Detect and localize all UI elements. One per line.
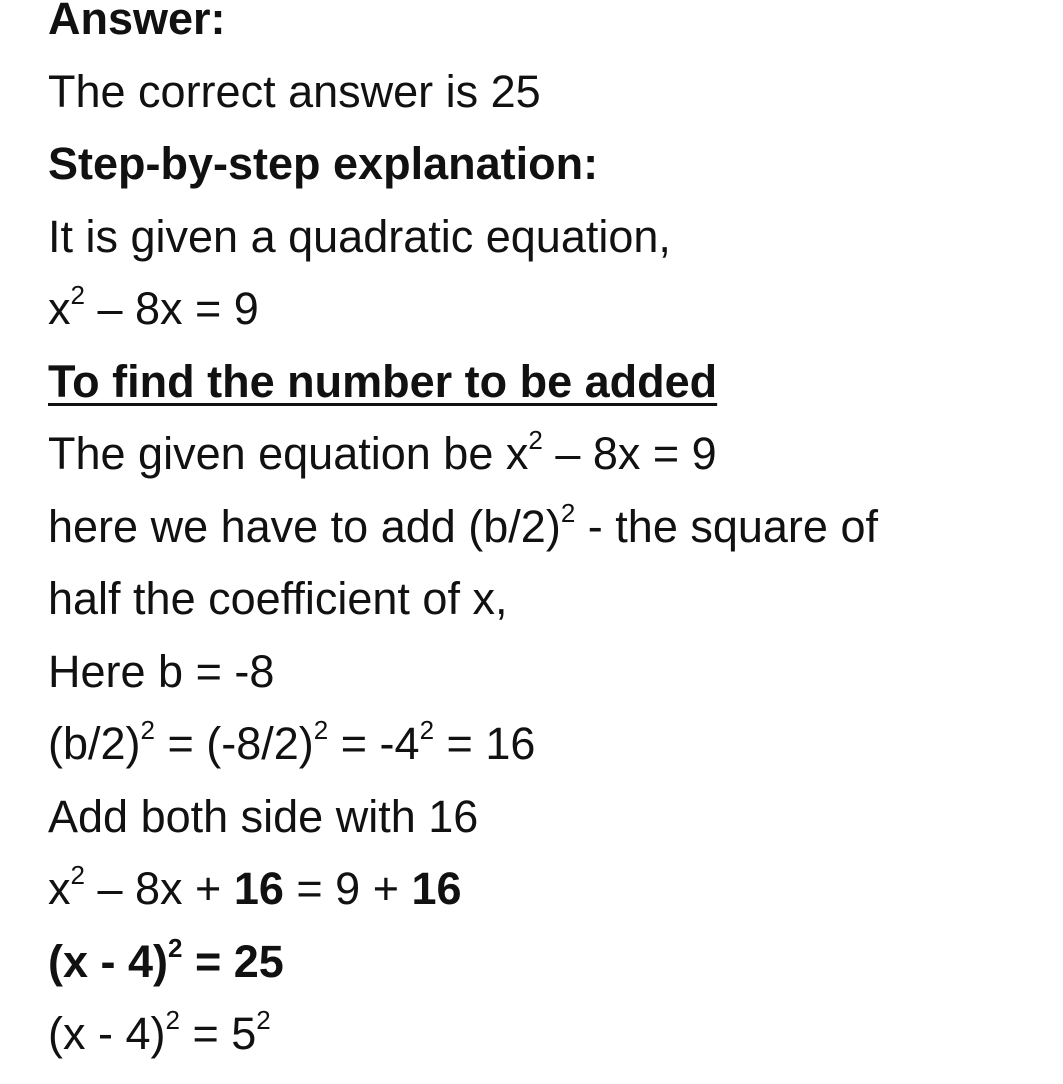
calc-d: = 16 bbox=[434, 718, 536, 769]
eq4-base: (x - 4) bbox=[48, 1008, 166, 1059]
rule-rest: - the square of bbox=[575, 500, 878, 552]
eq2-base: x bbox=[48, 863, 71, 914]
eq1-rest: – 8x = 9 bbox=[84, 283, 259, 334]
calc-exp-3: 2 bbox=[419, 715, 435, 745]
equation-1 bbox=[48, 280, 1063, 359]
eq1-exponent: 2 bbox=[70, 280, 85, 310]
rule-pre: here we have to add (b/2) bbox=[48, 500, 561, 552]
add-both-text: Add both side with 16 bbox=[48, 790, 479, 842]
eq1-base: x bbox=[48, 283, 71, 334]
calc-exp-1: 2 bbox=[140, 715, 155, 745]
given-pre: The given equation be x bbox=[48, 428, 529, 479]
eq2-mid: – 8x + bbox=[84, 863, 234, 914]
answer-document bbox=[48, 0, 1063, 1084]
given-equation bbox=[48, 425, 1063, 504]
calc-c: = -4 bbox=[328, 718, 420, 769]
eq2-bold-2: 16 bbox=[411, 863, 462, 914]
section-heading-text: To find the number to be added bbox=[48, 355, 718, 407]
eq2-bold-1: 16 bbox=[233, 863, 284, 914]
calc-a: (b/2) bbox=[48, 718, 141, 769]
eq4-exponent-2: 2 bbox=[256, 1005, 271, 1035]
equation-2 bbox=[48, 860, 1063, 939]
intro-text: It is given a quadratic equation, bbox=[48, 210, 671, 262]
eq4-exponent: 2 bbox=[165, 1005, 180, 1035]
eq3-rest: = 25 bbox=[182, 935, 284, 987]
explanation-heading: Step-by-step explanation: bbox=[48, 138, 599, 189]
given-exponent: 2 bbox=[528, 425, 543, 455]
rule-text bbox=[48, 497, 1063, 577]
eq2-exponent: 2 bbox=[70, 860, 85, 890]
calculation bbox=[48, 715, 1063, 794]
equation-3 bbox=[48, 932, 1063, 1012]
calc-b: = (-8/2) bbox=[155, 718, 314, 769]
eq3-base: (x - 4) bbox=[48, 935, 169, 987]
equation-4 bbox=[48, 1005, 1063, 1084]
answer-heading: Answer: bbox=[48, 0, 226, 44]
given-rest: – 8x = 9 bbox=[542, 428, 717, 479]
eq2-eq: = 9 + bbox=[283, 863, 412, 914]
eq3-exponent: 2 bbox=[168, 932, 183, 963]
b-value: Here b = -8 bbox=[48, 645, 275, 697]
section-heading bbox=[48, 355, 1063, 432]
rule-continuation: half the coefficient of x, bbox=[48, 573, 508, 624]
answer-text: The correct answer is 25 bbox=[48, 65, 541, 117]
eq4-mid: = 5 bbox=[179, 1008, 257, 1059]
calc-exp-2: 2 bbox=[313, 715, 329, 745]
rule-exponent: 2 bbox=[560, 497, 576, 528]
